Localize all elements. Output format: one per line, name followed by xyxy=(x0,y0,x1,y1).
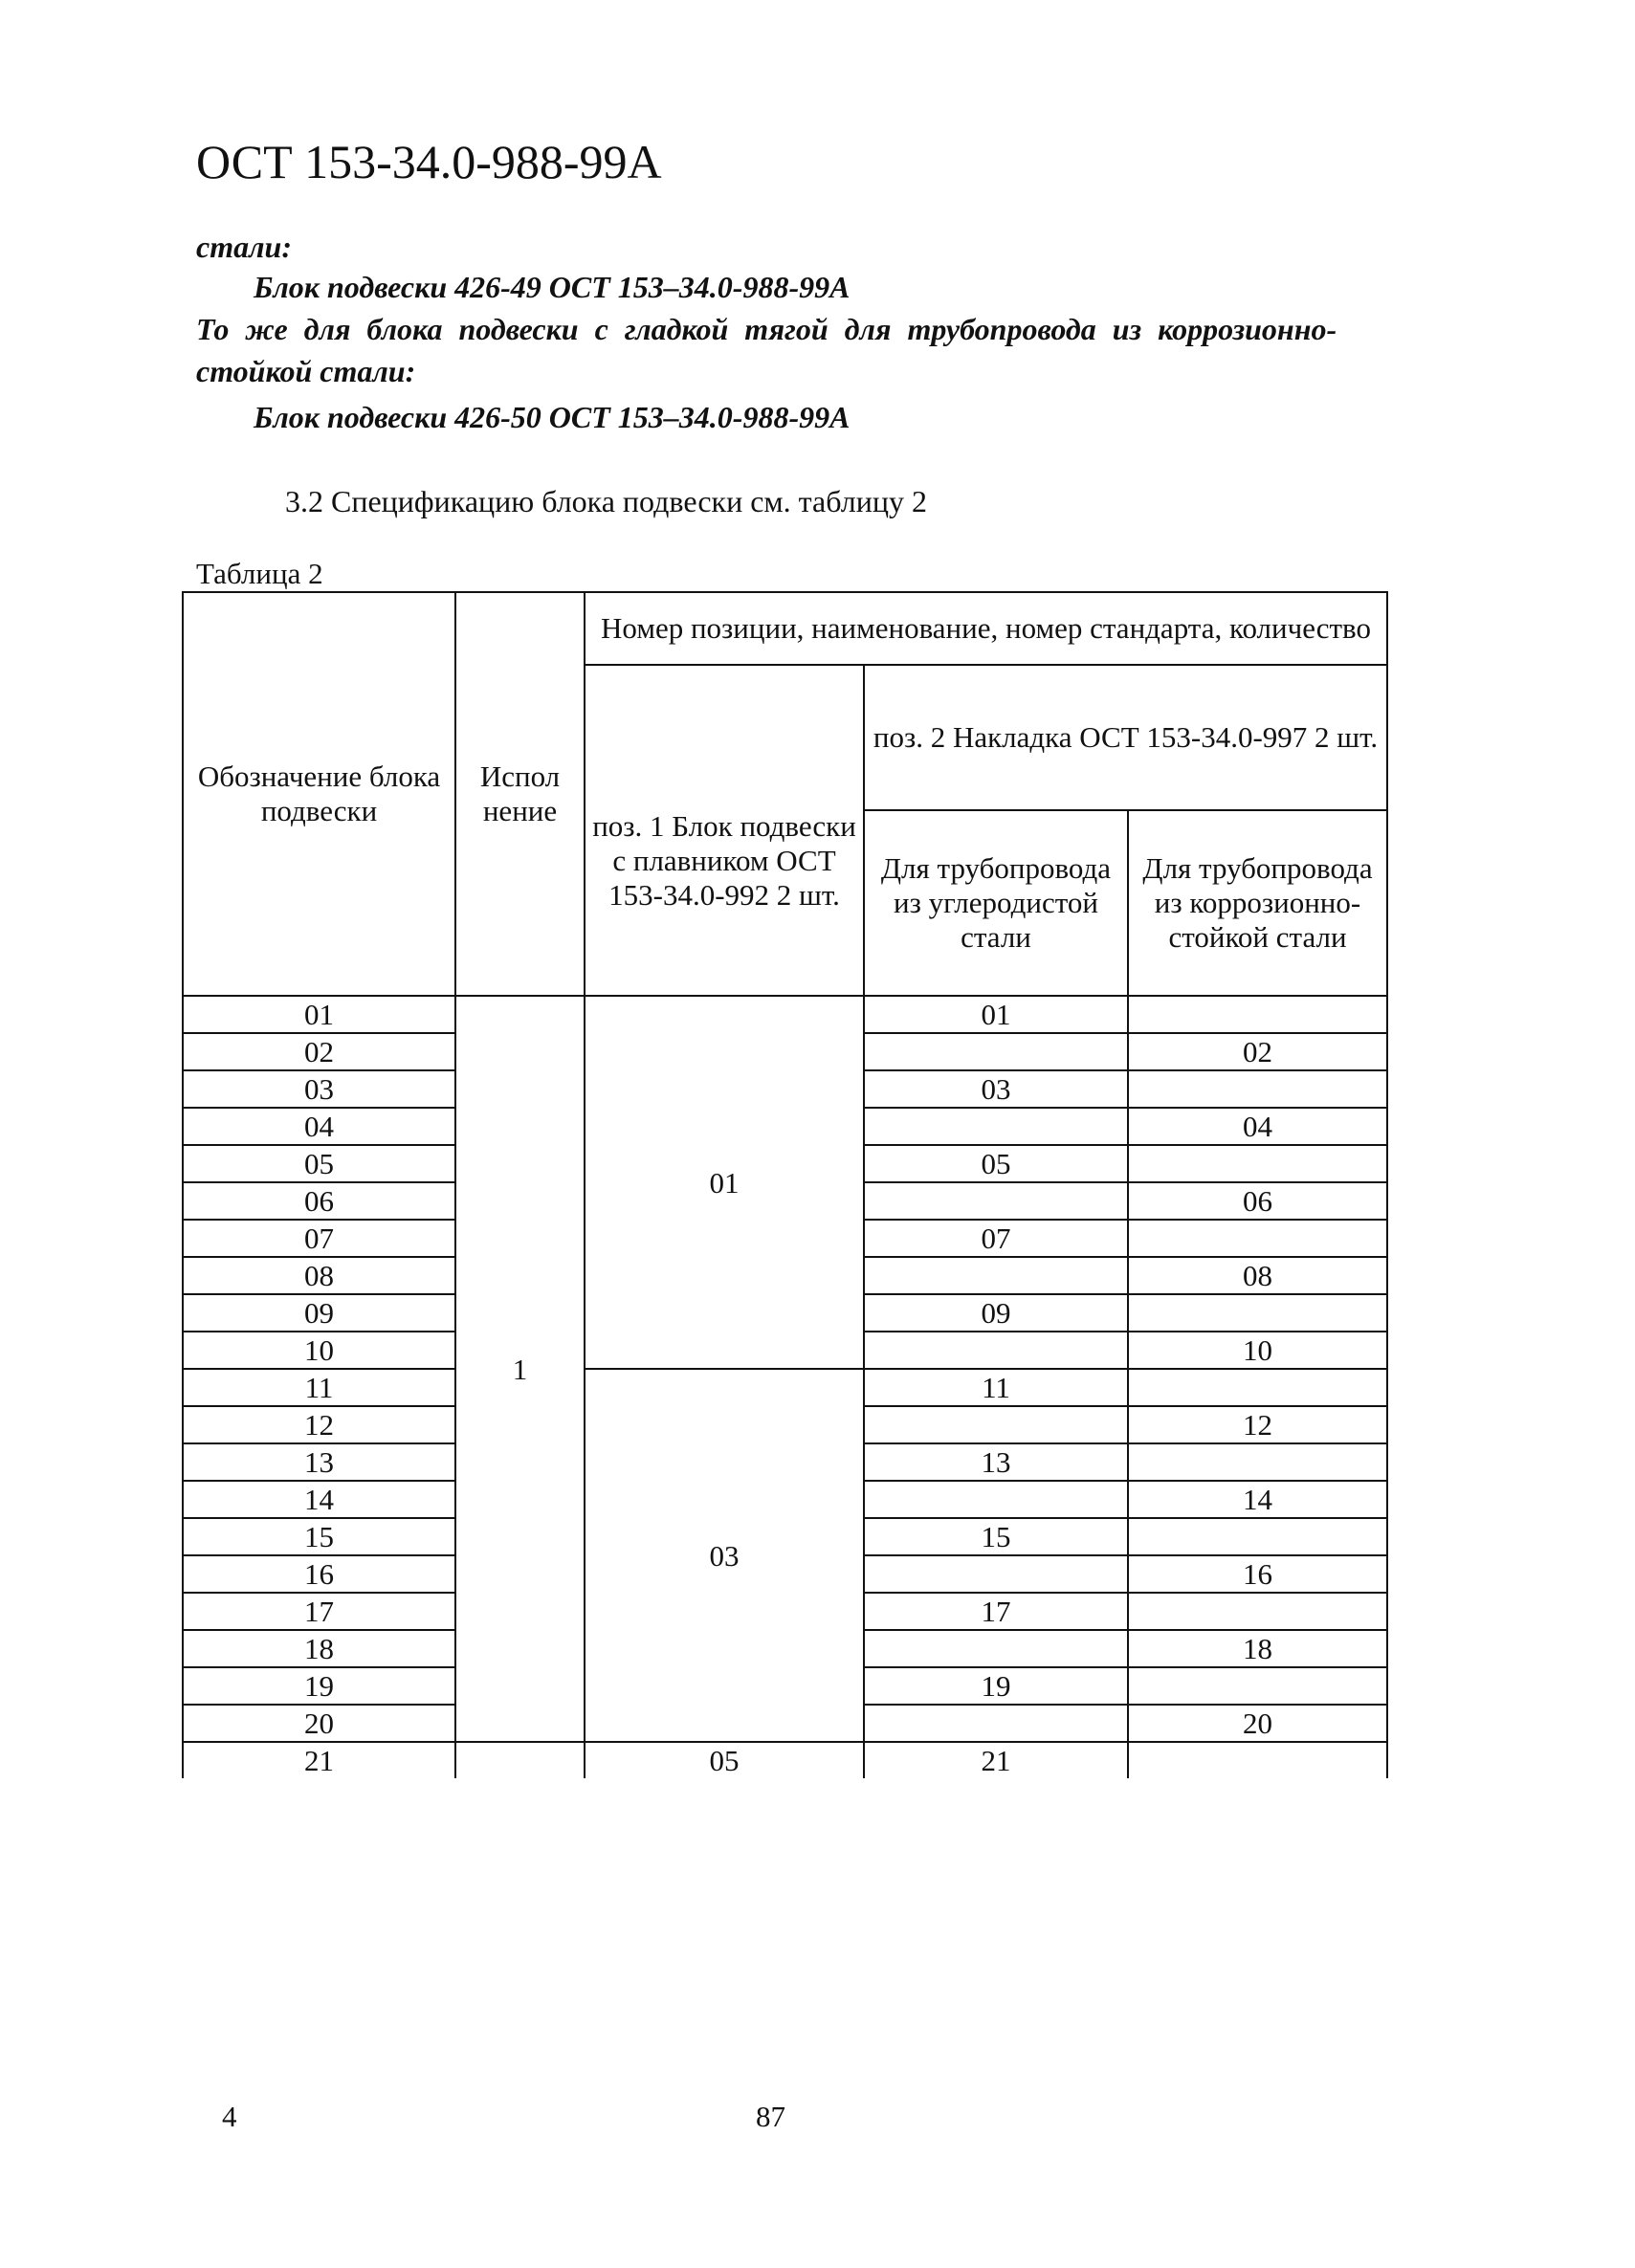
cell-designation: 14 xyxy=(183,1481,455,1518)
header-designation: Обозначение блока подвески xyxy=(183,592,455,996)
cell-carbon-steel xyxy=(864,1705,1128,1742)
footer-left-number: 4 xyxy=(222,2100,237,2133)
cell-stainless-steel: 12 xyxy=(1128,1406,1387,1443)
cell-stainless-steel: 20 xyxy=(1128,1705,1387,1742)
cell-stainless-steel: 18 xyxy=(1128,1630,1387,1667)
cell-designation: 15 xyxy=(183,1518,455,1555)
cell-designation: 08 xyxy=(183,1257,455,1294)
cell-designation: 10 xyxy=(183,1332,455,1369)
section-text: 3.2 Спецификацию блока подвески см. таблицу 2 xyxy=(285,484,927,518)
intro-line: стойкой стали: xyxy=(196,354,416,388)
cell-designation: 09 xyxy=(183,1294,455,1332)
cell-stainless-steel: 06 xyxy=(1128,1182,1387,1220)
cell-carbon-steel xyxy=(864,1630,1128,1667)
cell-pos1-group: 01 xyxy=(585,996,864,1369)
cell-carbon-steel xyxy=(864,1555,1128,1593)
cell-designation: 19 xyxy=(183,1667,455,1705)
cell-designation: 18 xyxy=(183,1630,455,1667)
cell-designation: 17 xyxy=(183,1593,455,1630)
cell-designation: 20 xyxy=(183,1705,455,1742)
cell-pos1-group: 03 xyxy=(585,1369,864,1742)
header-stainless-steel: Для трубопровода из коррозионно-стойкой стали xyxy=(1128,810,1387,996)
cell-carbon-steel xyxy=(864,1406,1128,1443)
cell-carbon-steel: 15 xyxy=(864,1518,1128,1555)
cell-carbon-steel: 11 xyxy=(864,1369,1128,1406)
cell-stainless-steel xyxy=(1128,996,1387,1033)
intro-line: стали: xyxy=(196,230,292,264)
header-group: Номер позиции, наименование, номер стандарта, количество xyxy=(585,592,1387,665)
header-version: Испол нение xyxy=(455,592,585,996)
cell-stainless-steel: 10 xyxy=(1128,1332,1387,1369)
cell-designation: 13 xyxy=(183,1443,455,1481)
cell-version-empty xyxy=(455,1742,585,1778)
cell-carbon-steel: 01 xyxy=(864,996,1128,1033)
cell-designation: 04 xyxy=(183,1108,455,1145)
cell-stainless-steel xyxy=(1128,1443,1387,1481)
cell-stainless-steel xyxy=(1128,1742,1387,1778)
table-row xyxy=(183,1369,1387,1406)
cell-stainless-steel xyxy=(1128,1593,1387,1630)
cell-stainless-steel xyxy=(1128,1369,1387,1406)
cell-stainless-steel xyxy=(1128,1667,1387,1705)
header-carbon-steel: Для трубопровода из углеродистой стали xyxy=(864,810,1128,996)
intro-line: Блок подвески 426-50 ОСТ 153–34.0-988-99А xyxy=(254,400,851,434)
page-number: 87 xyxy=(756,2100,785,2133)
cell-designation: 01 xyxy=(183,996,455,1033)
table-row xyxy=(183,1742,1387,1778)
cell-carbon-steel: 05 xyxy=(864,1145,1128,1182)
cell-carbon-steel xyxy=(864,1033,1128,1070)
intro-line: Блок подвески 426-49 ОСТ 153–34.0-988-99А xyxy=(254,270,851,304)
cell-designation: 16 xyxy=(183,1555,455,1593)
cell-stainless-steel xyxy=(1128,1518,1387,1555)
cell-designation: 12 xyxy=(183,1406,455,1443)
cell-stainless-steel xyxy=(1128,1220,1387,1257)
cell-stainless-steel xyxy=(1128,1294,1387,1332)
table-caption: Таблица 2 xyxy=(196,557,323,590)
cell-stainless-steel xyxy=(1128,1070,1387,1108)
cell-pos1-group: 05 xyxy=(585,1742,864,1778)
header-pos2: поз. 2 Накладка ОСТ 153-34.0-997 2 шт. xyxy=(864,665,1387,810)
cell-stainless-steel: 02 xyxy=(1128,1033,1387,1070)
cell-carbon-steel: 09 xyxy=(864,1294,1128,1332)
cell-designation: 21 xyxy=(183,1742,455,1778)
cell-carbon-steel xyxy=(864,1257,1128,1294)
cell-carbon-steel: 07 xyxy=(864,1220,1128,1257)
cell-designation: 05 xyxy=(183,1145,455,1182)
cell-stainless-steel: 14 xyxy=(1128,1481,1387,1518)
cell-carbon-steel: 13 xyxy=(864,1443,1128,1481)
cell-carbon-steel xyxy=(864,1182,1128,1220)
cell-designation: 06 xyxy=(183,1182,455,1220)
cell-carbon-steel xyxy=(864,1108,1128,1145)
intro-line: То же для блока подвески с гладкой тягой для трубопровода из коррозионно- xyxy=(196,312,1337,346)
cell-stainless-steel xyxy=(1128,1145,1387,1182)
cell-designation: 03 xyxy=(183,1070,455,1108)
specification-table xyxy=(182,591,1388,1778)
table-row xyxy=(183,996,1387,1033)
cell-carbon-steel: 03 xyxy=(864,1070,1128,1108)
cell-version: 1 xyxy=(455,996,585,1742)
cell-stainless-steel: 04 xyxy=(1128,1108,1387,1145)
cell-designation: 02 xyxy=(183,1033,455,1070)
cell-designation: 07 xyxy=(183,1220,455,1257)
cell-carbon-steel xyxy=(864,1481,1128,1518)
cell-designation: 11 xyxy=(183,1369,455,1406)
cell-carbon-steel xyxy=(864,1332,1128,1369)
cell-stainless-steel: 08 xyxy=(1128,1257,1387,1294)
cell-carbon-steel: 17 xyxy=(864,1593,1128,1630)
cell-stainless-steel: 16 xyxy=(1128,1555,1387,1593)
header-pos1: поз. 1 Блок подвески с плавником ОСТ 153-34.0-992 2 шт. xyxy=(585,665,864,996)
cell-carbon-steel: 21 xyxy=(864,1742,1128,1778)
cell-carbon-steel: 19 xyxy=(864,1667,1128,1705)
document-code: ОСТ 153-34.0-988-99А xyxy=(196,135,662,188)
